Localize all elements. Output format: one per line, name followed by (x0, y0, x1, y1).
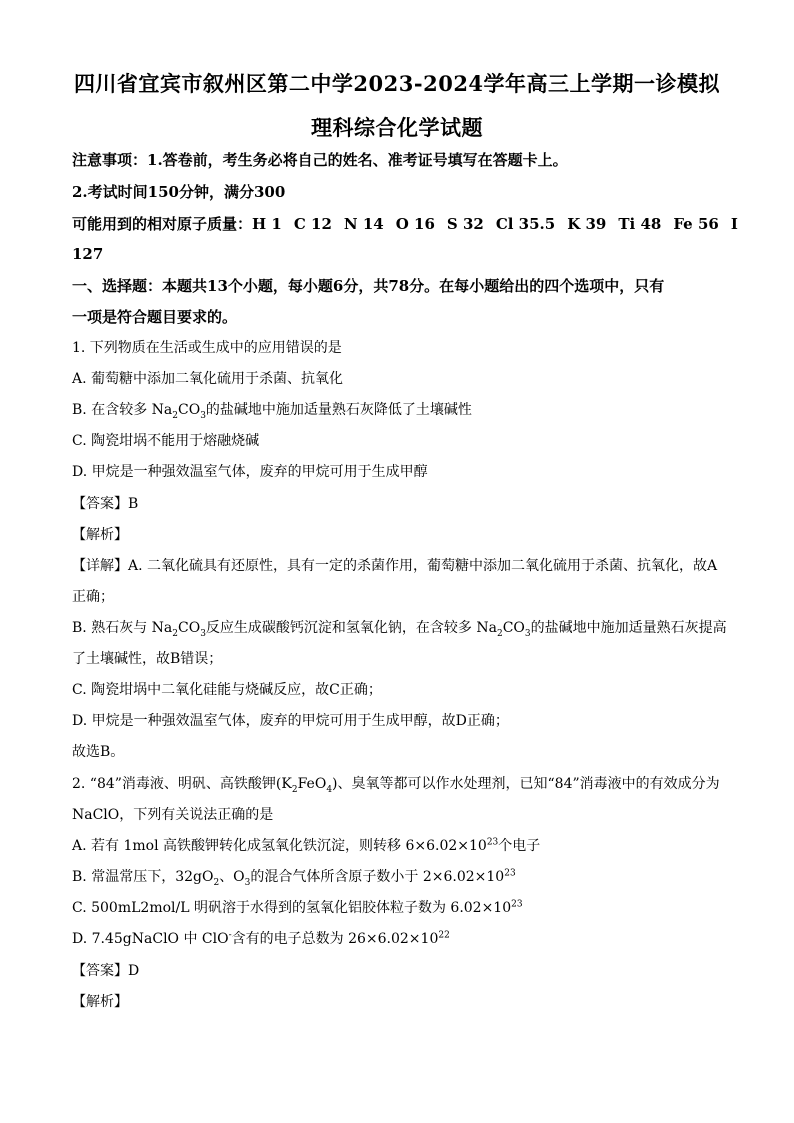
q2-stem-text: 2. “84”消毒液、明矾、高铁酸钾(K (72, 776, 292, 792)
atomic-mass-item: Ti 48 (618, 215, 662, 233)
q1-detail-formula: CO (502, 620, 525, 636)
subscript: 3 (244, 877, 251, 888)
q1-option-a: A. 葡萄糖中添加二氧化硫用于杀菌、抗氧化 (72, 371, 344, 387)
q1-detail-text: 的盐碱地中施加适量熟石灰提高 (530, 620, 727, 636)
q2-stem-line2: NaClO，下列有关说法正确的是 (72, 807, 274, 823)
q2-answer: 【答案】D (72, 963, 140, 979)
q2-stem-line1 (72, 774, 722, 794)
subscript: 2 (172, 628, 178, 639)
q1-option-b-text-end: 的盐碱地中施加适量熟石灰降低了土壤碱性 (205, 402, 472, 418)
q2-option-b (72, 867, 722, 887)
q2-option-a-text-end: 个电子 (498, 838, 541, 854)
q1-option-b-text: B. 在含较多 Na (72, 402, 173, 418)
superscript: 23 (486, 837, 499, 848)
q2-stem-text: )、臭氧等都可以作水处理剂，已知“84”消毒液中的有效成分为 (332, 776, 720, 792)
subscript: 3 (524, 628, 531, 639)
notes-line1: 注意事项：1.答卷前，考生务必将自己的姓名、准考证号填写在答题卡上。 (72, 151, 568, 169)
subscript: 2 (496, 628, 503, 639)
atomic-mass-item: Fe 56 (673, 215, 719, 233)
q1-detail-line4: 了土壤碱性，故B错误； (72, 651, 223, 667)
atomic-mass-item: O 16 (395, 215, 435, 233)
atomic-mass-item: C 12 (293, 215, 332, 233)
q1-analysis-heading: 【解析】 (72, 527, 128, 543)
q2-option-c-text: C. 500mL2mol/L 明矾溶于水得到的氢氧化铝胶体粒子数为 6.02×10 (72, 900, 512, 916)
atomic-mass-label: 可能用到的相对原子质量： (72, 215, 253, 233)
atomic-mass-item: N 14 (343, 215, 384, 233)
q1-answer: 【答案】B (72, 496, 139, 512)
q2-stem-formula: FeO (297, 776, 327, 792)
q1-detail-formula: CO (177, 620, 201, 636)
subscript: 2 (213, 877, 220, 888)
q2-option-d-text-end: 含有的电子总数为 26×6.02×10 (231, 931, 439, 947)
q1-stem: 1. 下列物质在生活或生成中的应用错误的是 (72, 340, 342, 356)
atomic-mass-wrap: 127 (72, 245, 104, 263)
q2-option-b-text: B. 常温常压下，32gO (72, 869, 214, 885)
section-heading-line2: 一项是符合题目要求的。 (72, 308, 238, 326)
q1-detail-text: 反应生成碳酸钙沉淀和氢氧化钠，在含较多 Na (205, 620, 497, 636)
q1-option-b (72, 400, 722, 420)
q2-option-b-text-end: 的混合气体所含原子数小于 2×6.02×10 (250, 869, 505, 885)
subscript: 3 (200, 410, 206, 421)
atomic-mass-item: K 39 (567, 215, 607, 233)
q1-option-b-formula: CO (177, 402, 201, 418)
q2-option-d-text: D. 7.45gNaClO 中 ClO (72, 931, 229, 947)
subscript: 2 (172, 410, 178, 421)
atomic-mass-item: S 32 (446, 215, 484, 233)
subscript: 4 (326, 784, 333, 795)
superscript: 23 (504, 868, 516, 879)
superscript: - (228, 930, 232, 941)
subscript: 3 (200, 628, 206, 639)
q1-detail-line1: 【详解】A. 二氧化硫具有还原性，具有一定的杀菌作用，葡萄糖中添加二氧化硫用于杀菌、抗氧化，故A (72, 558, 718, 574)
q1-detail-line5: C. 陶瓷坩埚中二氧化硅能与烧碱反应，故C正确； (72, 682, 382, 698)
q1-option-d: D. 甲烷是一种强效温室气体，废弃的甲烷可用于生成甲醇 (72, 464, 428, 480)
q1-detail-line3 (72, 618, 727, 639)
superscript: 22 (438, 930, 450, 941)
q1-detail-text: B. 熟石灰与 Na (72, 620, 173, 636)
q2-option-b-formula: 、O (219, 869, 245, 885)
q1-detail-line6: D. 甲烷是一种强效温室气体，废弃的甲烷可用于生成甲醇，故D正确； (72, 713, 509, 729)
atomic-mass-line (72, 214, 738, 234)
q2-option-d (72, 929, 722, 949)
atomic-mass-item: I (730, 215, 738, 233)
q2-option-c (72, 898, 722, 918)
page-title-line1: 四川省宜宾市叙州区第二中学2023-2024学年高三上学期一诊模拟 (73, 71, 721, 96)
section-heading-line1: 一、选择题：本题共13个小题，每小题6分，共78分。在每小题给出的四个选项中，只有 (72, 277, 665, 295)
q1-detail-line2: 正确； (72, 589, 114, 605)
subscript: 2 (291, 784, 298, 795)
q2-option-a (72, 836, 722, 856)
notes-line2: 2.考试时间150分钟，满分300 (72, 183, 286, 201)
superscript: 23 (511, 899, 523, 910)
q2-option-a-text: A. 若有 1mol 高铁酸钾转化成氢氧化铁沉淀，则转移 6×6.02×10 (72, 838, 487, 854)
q1-detail-line7: 故选B。 (72, 744, 125, 760)
q2-analysis-heading: 【解析】 (72, 994, 128, 1010)
page-title-line2: 理科综合化学试题 (311, 115, 483, 140)
q1-option-c: C. 陶瓷坩埚不能用于熔融烧碱 (72, 433, 260, 449)
atomic-mass-item: H 1 (252, 215, 282, 233)
atomic-mass-item: Cl 35.5 (495, 215, 556, 233)
